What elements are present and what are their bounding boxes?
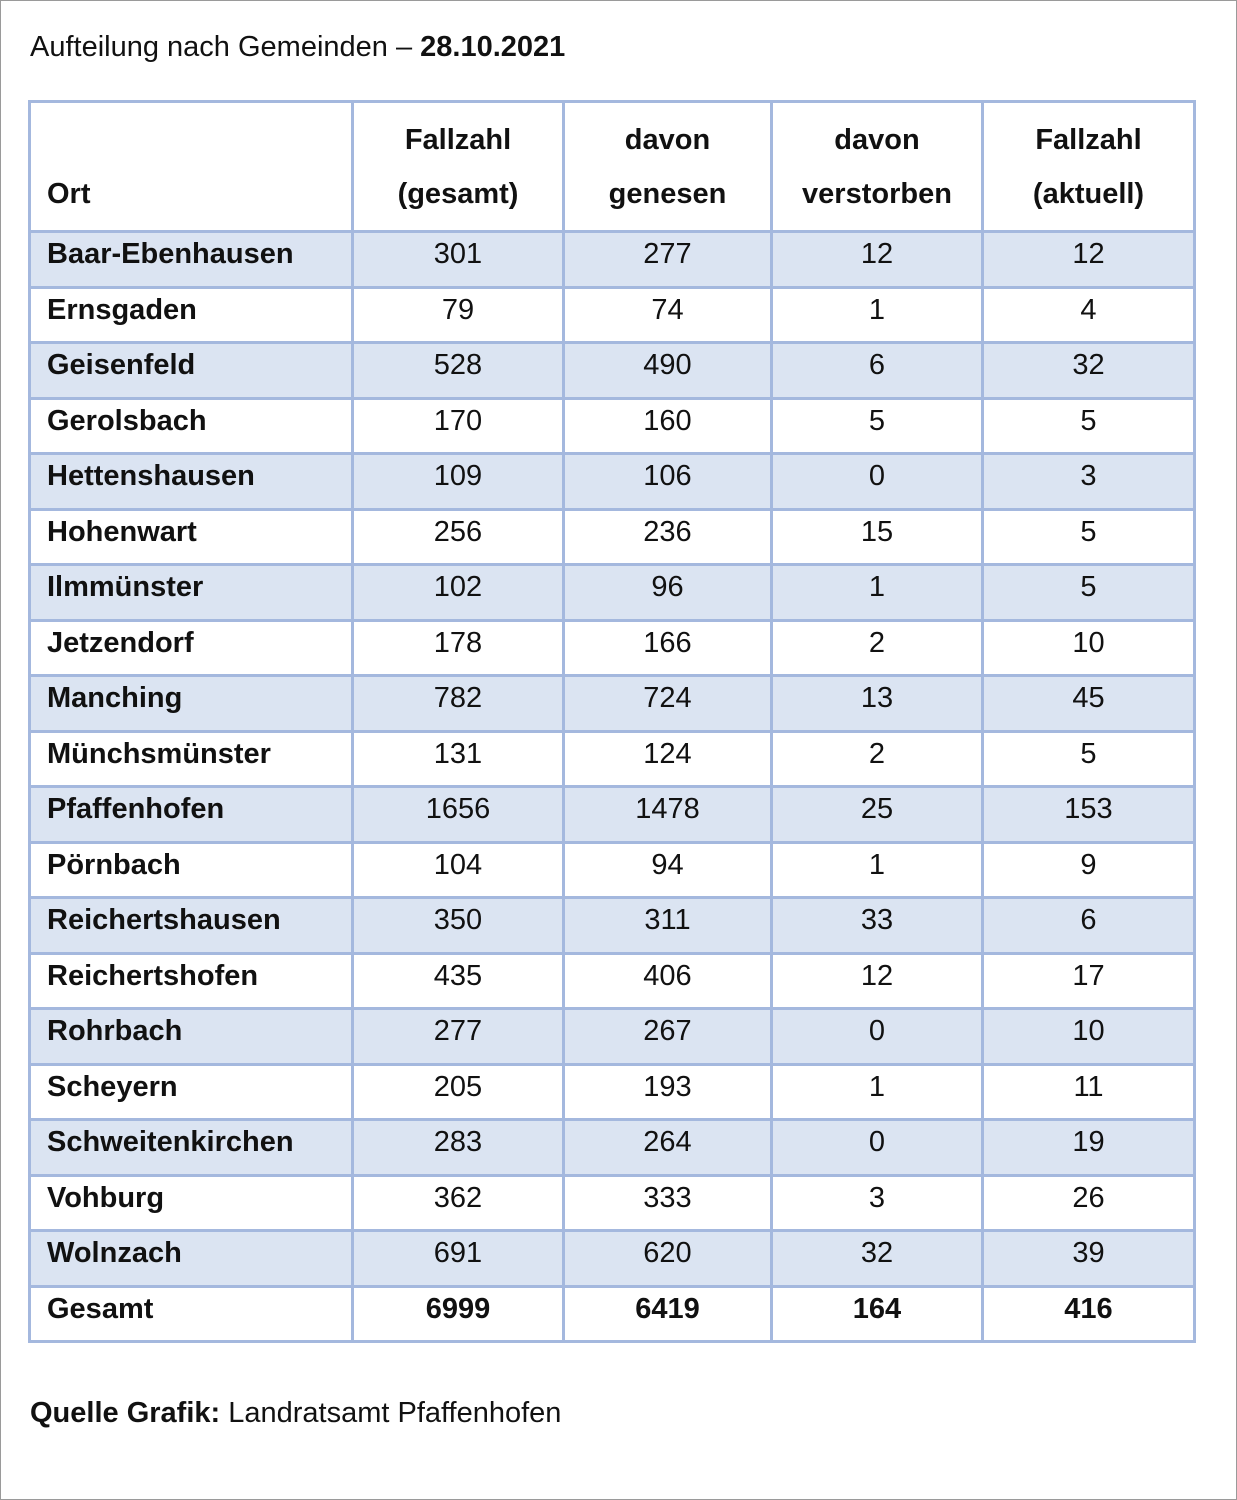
municipality-name-cell: Ilmmünster bbox=[30, 565, 353, 621]
header-cell bbox=[983, 102, 1195, 232]
value-cell: 256 bbox=[353, 509, 564, 565]
table-row bbox=[30, 676, 1195, 732]
value-cell: 10 bbox=[983, 1009, 1195, 1065]
value-cell: 5 bbox=[983, 509, 1195, 565]
value-cell: 350 bbox=[353, 898, 564, 954]
value-cell: 267 bbox=[564, 1009, 772, 1065]
value-cell: 160 bbox=[564, 398, 772, 454]
value-cell: 96 bbox=[564, 565, 772, 621]
table-row bbox=[30, 454, 1195, 510]
total-row bbox=[30, 1286, 1195, 1342]
value-cell: 106 bbox=[564, 454, 772, 510]
value-cell: 26 bbox=[983, 1175, 1195, 1231]
value-cell: 11 bbox=[983, 1064, 1195, 1120]
value-cell: 1 bbox=[772, 565, 983, 621]
value-cell: 15 bbox=[772, 509, 983, 565]
value-cell: 5 bbox=[772, 398, 983, 454]
value-cell: 166 bbox=[564, 620, 772, 676]
value-cell: 1 bbox=[772, 842, 983, 898]
table-row bbox=[30, 953, 1195, 1009]
table-row bbox=[30, 1009, 1195, 1065]
value-cell: 5 bbox=[983, 398, 1195, 454]
value-cell: 79 bbox=[353, 287, 564, 343]
value-cell: 1478 bbox=[564, 787, 772, 843]
municipality-name-cell: Manching bbox=[30, 676, 353, 732]
table-row bbox=[30, 232, 1195, 288]
value-cell: 724 bbox=[564, 676, 772, 732]
value-cell: 13 bbox=[772, 676, 983, 732]
municipality-name-cell: Reichertshofen bbox=[30, 953, 353, 1009]
value-cell: 104 bbox=[353, 842, 564, 898]
municipality-name-cell: Schweitenkirchen bbox=[30, 1120, 353, 1176]
value-cell: 264 bbox=[564, 1120, 772, 1176]
value-cell: 12 bbox=[772, 953, 983, 1009]
table-row bbox=[30, 731, 1195, 787]
table-row bbox=[30, 565, 1195, 621]
table-row bbox=[30, 1120, 1195, 1176]
municipality-name-cell: Jetzendorf bbox=[30, 620, 353, 676]
value-cell: 9 bbox=[983, 842, 1195, 898]
value-cell: 19 bbox=[983, 1120, 1195, 1176]
municipality-name-cell: Hettenshausen bbox=[30, 454, 353, 510]
value-cell: 5 bbox=[983, 731, 1195, 787]
header-line-2: (aktuell) bbox=[1032, 177, 1145, 210]
header-line-1: davon bbox=[834, 123, 920, 156]
header-line-2: verstorben bbox=[802, 177, 952, 210]
value-cell: 1656 bbox=[353, 787, 564, 843]
value-cell: 102 bbox=[353, 565, 564, 621]
header-cell bbox=[353, 102, 564, 232]
value-cell: 32 bbox=[983, 343, 1195, 399]
value-cell: 691 bbox=[353, 1231, 564, 1287]
table-row bbox=[30, 287, 1195, 343]
value-cell: 362 bbox=[353, 1175, 564, 1231]
value-cell: 2 bbox=[772, 620, 983, 676]
municipality-name-cell: Baar-Ebenhausen bbox=[30, 232, 353, 288]
value-cell: 74 bbox=[564, 287, 772, 343]
value-cell: 6419 bbox=[564, 1286, 772, 1342]
value-cell: 109 bbox=[353, 454, 564, 510]
municipality-name-cell: Rohrbach bbox=[30, 1009, 353, 1065]
value-cell: 17 bbox=[983, 953, 1195, 1009]
value-cell: 333 bbox=[564, 1175, 772, 1231]
value-cell: 1 bbox=[772, 287, 983, 343]
value-cell: 416 bbox=[983, 1286, 1195, 1342]
header-line-1 bbox=[47, 113, 351, 167]
value-cell: 236 bbox=[564, 509, 772, 565]
value-cell: 25 bbox=[772, 787, 983, 843]
municipality-name-cell: Gesamt bbox=[30, 1286, 353, 1342]
value-cell: 0 bbox=[772, 1120, 983, 1176]
value-cell: 406 bbox=[564, 953, 772, 1009]
value-cell: 3 bbox=[772, 1175, 983, 1231]
value-cell: 6 bbox=[772, 343, 983, 399]
header-cell bbox=[30, 102, 353, 232]
value-cell: 131 bbox=[353, 731, 564, 787]
value-cell: 153 bbox=[983, 787, 1195, 843]
table-row bbox=[30, 1064, 1195, 1120]
value-cell: 620 bbox=[564, 1231, 772, 1287]
value-cell: 205 bbox=[353, 1064, 564, 1120]
value-cell: 164 bbox=[772, 1286, 983, 1342]
source-text: Landratsamt Pfaffenhofen bbox=[220, 1397, 562, 1429]
caption-date: 28.10.2021 bbox=[420, 31, 566, 63]
value-cell: 45 bbox=[983, 676, 1195, 732]
table-row bbox=[30, 898, 1195, 954]
value-cell: 435 bbox=[353, 953, 564, 1009]
municipality-name-cell: Ernsgaden bbox=[30, 287, 353, 343]
table-row bbox=[30, 1231, 1195, 1287]
header-cell bbox=[772, 102, 983, 232]
value-cell: 32 bbox=[772, 1231, 983, 1287]
header-line-2: (gesamt) bbox=[397, 177, 519, 210]
value-cell: 1 bbox=[772, 1064, 983, 1120]
table-row bbox=[30, 343, 1195, 399]
header-line-1: Fallzahl bbox=[1035, 123, 1142, 156]
value-cell: 277 bbox=[353, 1009, 564, 1065]
value-cell: 2 bbox=[772, 731, 983, 787]
value-cell: 490 bbox=[564, 343, 772, 399]
header-line-2: genesen bbox=[608, 177, 727, 210]
value-cell: 33 bbox=[772, 898, 983, 954]
table-row bbox=[30, 842, 1195, 898]
municipality-name-cell: Geisenfeld bbox=[30, 343, 353, 399]
value-cell: 311 bbox=[564, 898, 772, 954]
municipality-table bbox=[28, 100, 1196, 1343]
value-cell: 178 bbox=[353, 620, 564, 676]
value-cell: 5 bbox=[983, 565, 1195, 621]
table-row bbox=[30, 509, 1195, 565]
value-cell: 6999 bbox=[353, 1286, 564, 1342]
caption bbox=[30, 28, 565, 66]
municipality-name-cell: Pfaffenhofen bbox=[30, 787, 353, 843]
value-cell: 3 bbox=[983, 454, 1195, 510]
value-cell: 170 bbox=[353, 398, 564, 454]
value-cell: 4 bbox=[983, 287, 1195, 343]
value-cell: 782 bbox=[353, 676, 564, 732]
municipality-name-cell: Hohenwart bbox=[30, 509, 353, 565]
caption-text: Aufteilung nach Gemeinden – bbox=[30, 31, 421, 63]
value-cell: 0 bbox=[772, 1009, 983, 1065]
header-line-1: davon bbox=[624, 123, 711, 156]
table-row bbox=[30, 787, 1195, 843]
value-cell: 528 bbox=[353, 343, 564, 399]
table-body bbox=[30, 232, 1195, 1342]
header-cell bbox=[564, 102, 772, 232]
value-cell: 94 bbox=[564, 842, 772, 898]
value-cell: 301 bbox=[353, 232, 564, 288]
table-row bbox=[30, 398, 1195, 454]
value-cell: 283 bbox=[353, 1120, 564, 1176]
municipality-name-cell: Gerolsbach bbox=[30, 398, 353, 454]
municipality-name-cell: Scheyern bbox=[30, 1064, 353, 1120]
value-cell: 12 bbox=[983, 232, 1195, 288]
value-cell: 0 bbox=[772, 454, 983, 510]
value-cell: 10 bbox=[983, 620, 1195, 676]
header-row bbox=[30, 102, 1195, 232]
value-cell: 12 bbox=[772, 232, 983, 288]
value-cell: 6 bbox=[983, 898, 1195, 954]
table-row bbox=[30, 620, 1195, 676]
municipality-name-cell: Münchsmünster bbox=[30, 731, 353, 787]
municipality-name-cell: Reichertshausen bbox=[30, 898, 353, 954]
table-row bbox=[30, 1175, 1195, 1231]
header-line-1: Fallzahl bbox=[404, 123, 512, 156]
value-cell: 277 bbox=[564, 232, 772, 288]
source-note bbox=[30, 1394, 561, 1432]
municipality-name-cell: Pörnbach bbox=[30, 842, 353, 898]
source-label: Quelle Grafik: bbox=[30, 1397, 221, 1429]
municipality-name-cell: Wolnzach bbox=[30, 1231, 353, 1287]
value-cell: 124 bbox=[564, 731, 772, 787]
value-cell: 39 bbox=[983, 1231, 1195, 1287]
header-line-2: Ort bbox=[47, 177, 91, 210]
municipality-name-cell: Vohburg bbox=[30, 1175, 353, 1231]
value-cell: 193 bbox=[564, 1064, 772, 1120]
